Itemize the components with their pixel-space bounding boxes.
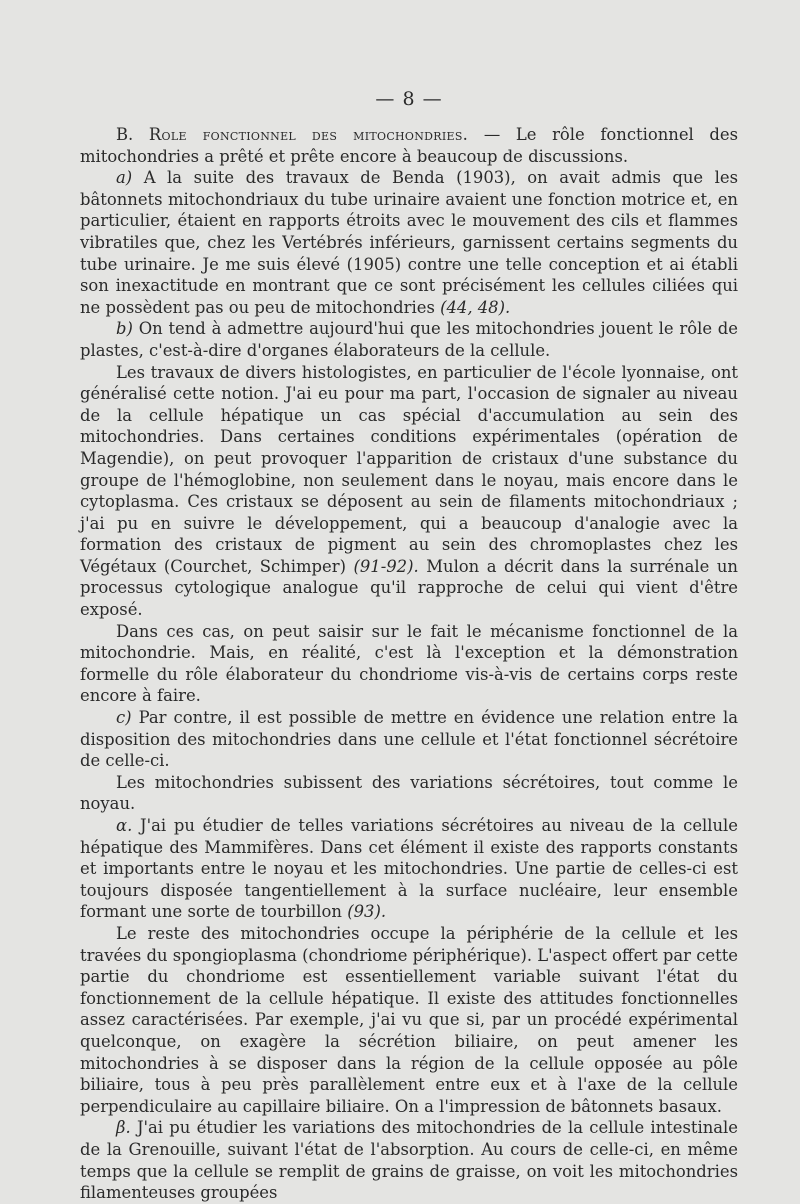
section-dash: — bbox=[468, 125, 516, 144]
paragraph bbox=[80, 923, 738, 1117]
paragraph-label: β. bbox=[116, 1118, 131, 1138]
section-letter: B. bbox=[116, 125, 134, 144]
paragraph-text: J'ai pu étudier les variations des mitochondries de la cellule intestinale de la Grenouille, suivant l'état de l'absorption. Au cours de celle-ci, en même temps que la cellule se remplit de grains de graisse, on voit les mitochondries filamenteuses groupées bbox=[80, 1118, 738, 1203]
paragraph bbox=[80, 707, 738, 772]
paragraph bbox=[80, 815, 738, 923]
body-text bbox=[80, 124, 738, 1204]
paragraph bbox=[80, 772, 738, 815]
section-intro: Le rôle fonctionnel des mitochondries a prêté et prête encore à beaucoup de discussions. bbox=[80, 125, 739, 166]
paragraph bbox=[80, 362, 738, 621]
paragraph bbox=[80, 167, 738, 318]
paragraph-list bbox=[80, 167, 738, 1204]
paragraph-text: Les mitochondries subissent des variations sécrétoires, tout comme le noyau. bbox=[80, 772, 738, 814]
paragraph-label: a) bbox=[116, 168, 133, 188]
section-heading-paragraph bbox=[80, 124, 738, 167]
paragraph bbox=[80, 621, 738, 707]
paragraph-text: Les travaux de divers histologistes, en particulier de l'école lyonnaise, ont généralisé cette notion. J'ai eu pour ma part, l'occasion de signaler au niveau de la cellule hépatique un cas spécial d'accumulation au sein des mitochondries. Dans certaines conditions expérimentales (opération de Magendie), on peut provoquer l'apparition de cristaux d'une substance du groupe de l'hémoglobine, non seulement dans le noyau, mais encore dans le cytoplasma. Ces cristaux se déposent au sein de filaments mitochondriaux ; j'ai pu en suivre le développement, qui a beaucoup d'analogie avec la formation des cristaux de pigment au sein des chromoplastes chez les Végétaux (Courchet, Schimper) bbox=[80, 362, 738, 576]
reference-number: (44, 48). bbox=[440, 297, 511, 317]
paragraph-text: A la suite des travaux de Benda (1903), on avait admis que les bâtonnets mitochondriaux du tube urinaire avaient une fonction motrice et, en particulier, étaient en rapports étroits avec le mouvement des cils et flammes vibratiles que, chez les Vertébrés inférieurs, garnissent certains segments du tube urinaire. Je me suis élevé (1905) contre une telle conception et ai établi son inexactitude en montrant que ce sont précisément les cellules ciliées qui ne possèdent pas ou peu de mitochondries bbox=[80, 168, 738, 317]
page-number: — 8 — bbox=[375, 88, 443, 110]
paragraph-text: Par contre, il est possible de mettre en évidence une relation entre la disposition des mitochondries dans une cellule et l'état fonctionnel sécrétoire de celle-ci. bbox=[80, 708, 738, 771]
paragraph-text: Le reste des mitochondries occupe la périphérie de la cellule et les travées du spongioplasma (chondriome périphérique). L'aspect offert par cette partie du chondriome est essentiellement variable suivant l'état du fonctionnement de la cellule hépatique. Il existe des attitudes fonctionnelles assez caractérisées. Par exemple, j'ai vu que si, par un procédé expérimental quelconque, on exagère la sécrétion biliaire, on peut amener les mitochondries à se disposer dans la région de la cellule opposée au pôle biliaire, tous à peu près parallèlement entre eux et à l'axe de la cellule perpendiculaire au capillaire biliaire. On a l'impression de bâtonnets basaux. bbox=[80, 923, 738, 1116]
section-title: Role fonctionnel des mitochondries. bbox=[148, 125, 469, 144]
paragraph bbox=[80, 318, 738, 361]
paragraph-label: b) bbox=[116, 319, 133, 339]
reference-number: (93). bbox=[347, 902, 387, 922]
paragraph-text: Dans ces cas, on peut saisir sur le fait le mécanisme fonctionnel de la mitochondrie. Mais, en réalité, c'est là l'exception et la démonstration formelle du rôle élaborateur du chondriome vis-à-vis de certains corps reste encore à faire. bbox=[80, 621, 738, 706]
paragraph-label: c) bbox=[116, 708, 132, 728]
reference-number: (91-92). bbox=[353, 556, 419, 576]
paragraph-label: α. bbox=[116, 816, 133, 835]
paragraph-text: On tend à admettre aujourd'hui que les mitochondries jouent le rôle de plastes, c'est-à-dire d'organes élaborateurs de la cellule. bbox=[80, 319, 738, 360]
paragraph bbox=[80, 1117, 738, 1203]
paragraph-text-continued: Mulon a décrit dans la surrénale un processus cytologique analogue qu'il rapproche de celui qui vient d'être exposé. bbox=[80, 556, 738, 620]
paragraph-text: J'ai pu étudier de telles variations sécrétoires au niveau de la cellule hépatique des Mammifères. Dans cet élément il existe des rapports constants et importants entre le noyau et les mitochondries. Une partie de celles-ci est toujours disposée tangentiellement à la surface nucléaire, leur ensemble formant une sorte de tourbillon bbox=[80, 816, 738, 922]
